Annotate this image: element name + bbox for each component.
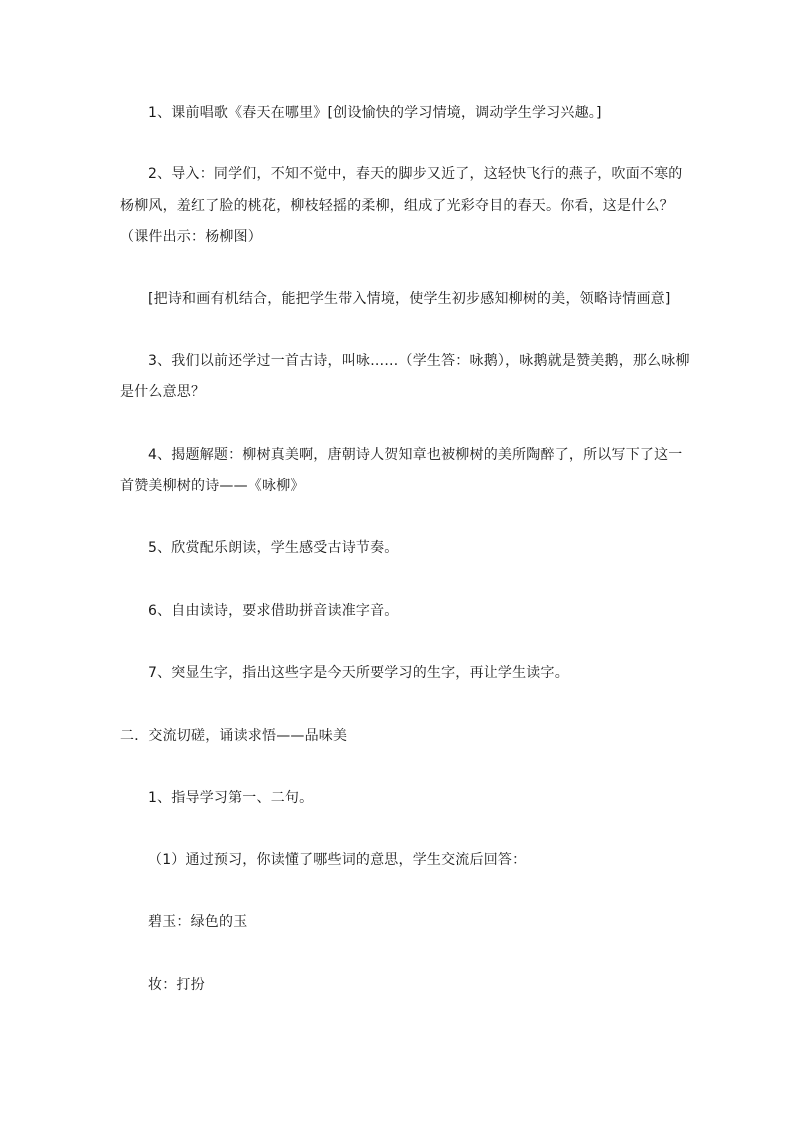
paragraph-step-5: 5、欣赏配乐朗读，学生感受古诗节奏。 xyxy=(148,540,399,556)
paragraph-step-3-line-2: 是什么意思？ xyxy=(120,384,206,400)
paragraph-step-1: 1、课前唱歌《春天在哪里》[创设愉快的学习情境，调动学生学习兴趣。] xyxy=(148,105,602,121)
paragraph-note: [把诗和画有机结合，能把学生带入情境，使学生初步感知柳树的美，领略诗情画意] xyxy=(148,291,671,307)
definition-biyu: 碧玉：绿色的玉 xyxy=(148,914,248,930)
paragraph-guide-1: 1、指导学习第一、二句。 xyxy=(148,790,314,806)
section-heading: 二．交流切磋，诵读求悟——品味美 xyxy=(120,728,348,744)
paragraph-step-2-line-2: 杨柳风，羞红了脸的桃花，柳枝轻摇的柔柳，组成了光彩夺目的春天。你看，这是什么？ xyxy=(120,198,674,214)
paragraph-step-4-line-1: 4、揭题解题：柳树真美啊，唐朝诗人贺知章也被柳树的美所陶醉了，所以写下了这一 xyxy=(148,447,683,463)
paragraph-guide-1-sub-1: （1）通过预习，你读懂了哪些词的意思，学生交流后回答： xyxy=(148,852,527,868)
paragraph-step-3-line-1: 3、我们以前还学过一首古诗，叫咏……（学生答：咏鹅），咏鹅就是赞美鹅，那么咏柳 xyxy=(148,353,690,369)
paragraph-step-2-line-1: 2、导入：同学们，不知不觉中，春天的脚步又近了，这轻快飞行的燕子，吹面不寒的 xyxy=(148,166,683,182)
definition-zhuang: 妆：打扮 xyxy=(148,977,205,993)
paragraph-step-7: 7、突显生字，指出这些字是今天所要学习的生字，再让学生读字。 xyxy=(148,665,569,681)
paragraph-step-2-line-3: （课件出示：杨柳图） xyxy=(120,229,262,245)
paragraph-step-4-line-2: 首赞美柳树的诗——《咏柳》 xyxy=(120,478,305,494)
paragraph-step-6: 6、自由读诗，要求借助拼音读准字音。 xyxy=(148,603,399,619)
